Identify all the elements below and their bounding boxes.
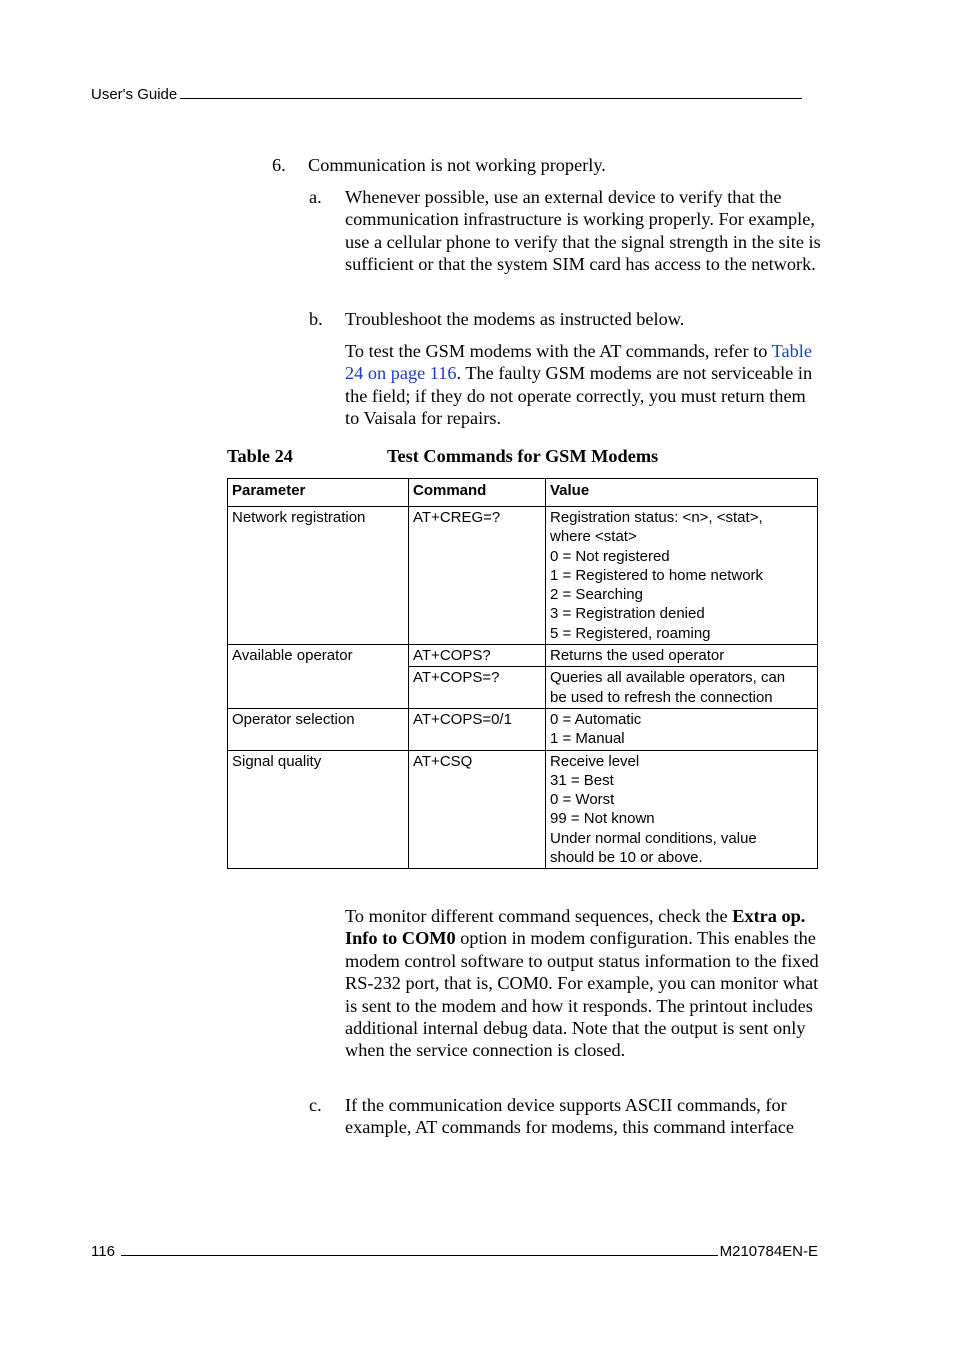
substep-b-label: b. — [309, 309, 323, 329]
table-row — [228, 750, 818, 869]
table-24-link[interactable]: Table 24 on page 116 — [345, 341, 812, 384]
value-line: 5 = Registered, roaming — [550, 624, 711, 642]
page-number: 116 — [91, 1243, 115, 1260]
footer-rule — [121, 1255, 718, 1256]
value-line: 1 = Manual — [550, 730, 625, 748]
value-line: 99 = Not known — [550, 810, 655, 828]
table-caption-number: Table 24 — [227, 446, 293, 466]
header-command: Command — [409, 479, 546, 507]
cell-parameter: Signal quality — [228, 750, 409, 869]
extra-op-info-option: Extra op. Info to COM0 — [345, 906, 806, 949]
value-line: 31 = Best — [550, 771, 614, 789]
value-line: Receive level — [550, 752, 640, 770]
gsm-commands-table — [227, 478, 818, 869]
running-header — [91, 86, 802, 103]
gsm-test-paragraph — [345, 340, 821, 430]
substep-a-text: Whenever possible, use an external device to verify that the communication infrastructure is working properly. For example, use a cellular phone to verify that the signal strength in the site is sufficient or that the system SIM card has access to the network. — [345, 187, 821, 275]
step-text: Communication is not working properly. — [308, 155, 606, 175]
cell-command: AT+COPS=? — [409, 667, 546, 709]
cell-value — [546, 507, 818, 645]
cell-parameter: Network registration — [228, 507, 409, 645]
cell-parameter: Operator selection — [228, 708, 409, 750]
substep-c-text: If the communication device supports ASCII commands, for example, AT commands for modems, this command interface — [345, 1095, 794, 1138]
table-row — [228, 507, 818, 645]
cell-value — [546, 645, 818, 667]
substep-c-label: c. — [309, 1095, 322, 1115]
value-line: be used to refresh the connection — [550, 688, 773, 706]
substep-b-text: Troubleshoot the modems as instructed below. — [345, 309, 685, 329]
cell-command: AT+CSQ — [409, 750, 546, 869]
value-line: Registration status: <n>, <stat>, — [550, 509, 763, 526]
substep-a-label: a. — [309, 187, 322, 207]
cell-parameter: Available operator — [228, 645, 409, 709]
table-header-row — [228, 479, 818, 507]
table-row — [228, 708, 818, 750]
header-parameter: Parameter — [228, 479, 409, 507]
cell-command: AT+COPS=0/1 — [409, 708, 546, 750]
cell-command: AT+COPS? — [409, 645, 546, 667]
value-line: Queries all available operators, can — [550, 669, 786, 687]
gsm-test-text-start: To test the GSM modems with the AT commands, refer to — [345, 341, 772, 361]
document-code: M210784EN-E — [719, 1243, 818, 1260]
value-line: 0 = Worst — [550, 791, 615, 809]
value-line: 1 = Registered to home network — [550, 566, 764, 584]
monitor-text-end: option in modem configuration. This enables the modem control software to output status information to the fixed RS-232 port, that is, COM0. For example, you can monitor what is sent to the modem and how it responds. The printout includes additional internal debug data. Note that the output is sent only when the service connection is closed. — [345, 928, 819, 1061]
cell-value — [546, 708, 818, 750]
value-line: 2 = Searching — [550, 586, 643, 604]
running-footer — [91, 1243, 818, 1260]
header-rule — [180, 98, 802, 99]
table-caption — [227, 446, 659, 467]
value-line: 0 = Not registered — [550, 547, 670, 565]
value-line: should be 10 or above. — [550, 849, 703, 867]
value-line: Under normal conditions, value — [550, 829, 757, 847]
value-line: Returns the used operator — [550, 647, 725, 665]
cell-command: AT+CREG=? — [409, 507, 546, 645]
header-value: Value — [546, 479, 818, 507]
step-number: 6. — [272, 155, 286, 175]
value-line: 0 = Automatic — [550, 710, 642, 728]
table-caption-title: Test Commands for GSM Modems — [387, 446, 659, 466]
gsm-test-text-end: . The faulty GSM modems are not serviceable in the field; if they do not operate correctly, you must return them to Vaisala for repairs. — [345, 363, 813, 429]
cell-value — [546, 667, 818, 709]
cell-value — [546, 750, 818, 869]
value-line: where <stat> — [550, 528, 637, 546]
monitor-text-start: To monitor different command sequences, check the — [345, 906, 733, 926]
monitor-paragraph — [345, 905, 821, 1062]
table-row — [228, 645, 818, 667]
header-title: User's Guide — [91, 86, 178, 103]
value-line: 3 = Registration denied — [550, 605, 705, 623]
